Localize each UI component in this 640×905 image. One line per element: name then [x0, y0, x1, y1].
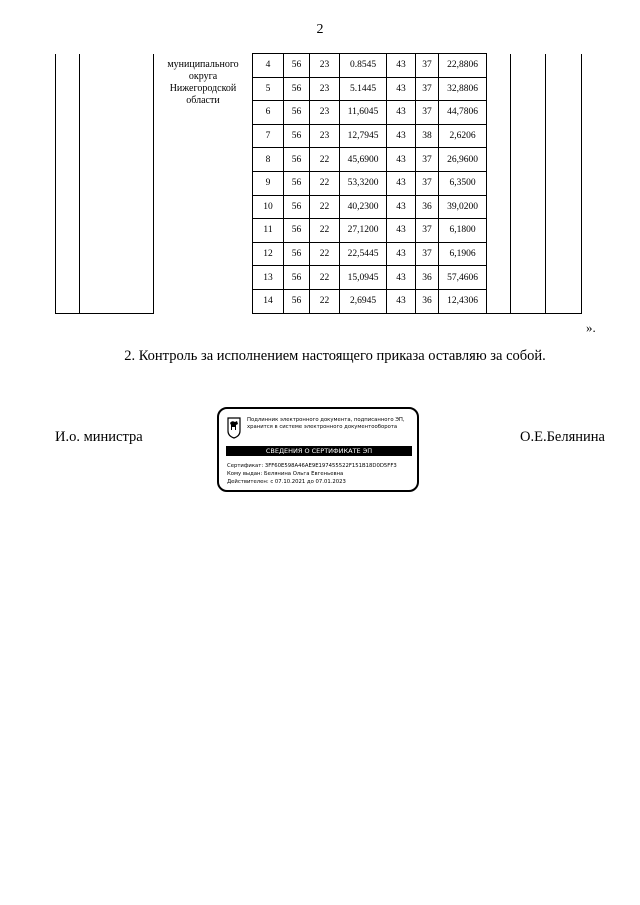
table-cell: 9 — [253, 171, 284, 195]
table-cell: 39,0200 — [439, 195, 487, 219]
signer-title: И.о. министра — [55, 429, 143, 445]
blank-cell — [546, 266, 582, 290]
blank-cell — [511, 171, 546, 195]
table-row — [56, 148, 598, 172]
description-line: округа — [188, 70, 218, 82]
table-cell: 56 — [284, 266, 310, 290]
region-description — [154, 54, 253, 314]
table-row — [56, 266, 598, 290]
table-cell: 56 — [284, 101, 310, 125]
table-cell: 26,9600 — [439, 148, 487, 172]
table-cell: 5 — [253, 77, 284, 101]
certificate-value: 3FF60E598A46AE9E197455522F151B18D0D5FF3 — [264, 463, 397, 469]
blank-cell — [487, 124, 511, 148]
blank-cell — [487, 171, 511, 195]
blank-cell — [80, 219, 154, 243]
table-cell: 12 — [253, 242, 284, 266]
blank-cell — [487, 148, 511, 172]
table-cell: 23 — [310, 54, 340, 78]
table-cell: 36 — [416, 195, 439, 219]
table-cell: 8 — [253, 148, 284, 172]
blank-cell — [56, 242, 80, 266]
table-cell: 43 — [387, 289, 416, 313]
blank-cell — [56, 77, 80, 101]
table-cell: 6,1800 — [439, 219, 487, 243]
blank-cell — [487, 54, 511, 78]
table-cell: 37 — [416, 148, 439, 172]
blank-cell — [546, 219, 582, 243]
blank-cell — [511, 54, 546, 78]
table-row — [56, 242, 598, 266]
blank-cell — [546, 148, 582, 172]
electronic-signature-stamp — [217, 407, 419, 492]
table-cell: 22 — [310, 242, 340, 266]
table-cell: 36 — [416, 289, 439, 313]
blank-cell — [56, 171, 80, 195]
table-cell: 53,3200 — [340, 171, 387, 195]
table-cell: 5.1445 — [340, 77, 387, 101]
table-cell: 6 — [253, 101, 284, 125]
table-cell: 11 — [253, 219, 284, 243]
blank-cell — [80, 195, 154, 219]
table-cell: 14 — [253, 289, 284, 313]
blank-cell — [511, 148, 546, 172]
table-cell: 56 — [284, 195, 310, 219]
signer-name: О.Е.Белянина — [520, 429, 605, 445]
table-cell: 23 — [310, 124, 340, 148]
blank-cell — [511, 219, 546, 243]
table-cell: 12,7945 — [340, 124, 387, 148]
table-body — [56, 54, 598, 314]
blank-cell — [511, 77, 546, 101]
table-cell: 43 — [387, 171, 416, 195]
table-cell: 43 — [387, 101, 416, 125]
blank-cell — [80, 171, 154, 195]
table-cell: 22,5445 — [340, 242, 387, 266]
blank-cell — [511, 289, 546, 313]
table-cell: 56 — [284, 124, 310, 148]
table-cell: 37 — [416, 219, 439, 243]
table-cell: 0.8545 — [340, 54, 387, 78]
table-cell: 37 — [416, 171, 439, 195]
blank-cell — [511, 242, 546, 266]
table-cell: 27,1200 — [340, 219, 387, 243]
table-cell: 11,6045 — [340, 101, 387, 125]
blank-cell — [487, 289, 511, 313]
blank-cell — [56, 101, 80, 125]
table-cell: 43 — [387, 195, 416, 219]
blank-cell — [487, 101, 511, 125]
table-row — [56, 124, 598, 148]
blank-cell — [487, 195, 511, 219]
blank-cell — [80, 148, 154, 172]
table-cell: 37 — [416, 242, 439, 266]
table-cell: 43 — [387, 242, 416, 266]
table-row — [56, 195, 598, 219]
blank-cell — [511, 124, 546, 148]
table-cell: 22 — [310, 195, 340, 219]
table-cell: 43 — [387, 219, 416, 243]
blank-cell — [80, 266, 154, 290]
blank-cell — [56, 195, 80, 219]
table-cell: 37 — [416, 101, 439, 125]
blank-cell — [487, 77, 511, 101]
blank-cell — [546, 171, 582, 195]
coat-of-arms-icon — [227, 417, 241, 439]
table-row — [56, 171, 598, 195]
valid-label: Действителен: — [227, 479, 269, 485]
table-row — [56, 77, 598, 101]
blank-cell — [546, 124, 582, 148]
table-cell: 56 — [284, 148, 310, 172]
stamp-issued-to-line — [227, 471, 343, 478]
table-cell: 43 — [387, 148, 416, 172]
closing-mark: ». — [586, 320, 596, 335]
table-cell: 37 — [416, 77, 439, 101]
table-cell: 32,8806 — [439, 77, 487, 101]
blank-cell — [511, 101, 546, 125]
table-cell: 10 — [253, 195, 284, 219]
table-cell: 57,4606 — [439, 266, 487, 290]
table-cell: 45,6900 — [340, 148, 387, 172]
blank-cell — [546, 242, 582, 266]
blank-cell — [546, 101, 582, 125]
table-cell: 6,1906 — [439, 242, 487, 266]
control-paragraph: 2. Контроль за исполнением настоящего приказа оставляю за собой. — [124, 348, 546, 364]
blank-cell — [487, 266, 511, 290]
blank-cell — [487, 242, 511, 266]
table-row — [56, 219, 598, 243]
blank-cell — [80, 124, 154, 148]
valid-value: с 07.10.2021 до 07.01.2023 — [270, 479, 346, 485]
stamp-header-line-1: Подлинник электронного документа, подписанного ЭП, — [247, 417, 405, 423]
table-cell: 2,6945 — [340, 289, 387, 313]
table-cell: 43 — [387, 54, 416, 78]
stamp-valid-line — [227, 479, 346, 486]
table-cell: 22 — [310, 266, 340, 290]
blank-cell — [511, 266, 546, 290]
description-line: Нижегородской — [169, 82, 237, 94]
blank-cell — [80, 101, 154, 125]
blank-cell — [56, 124, 80, 148]
table-cell: 56 — [284, 77, 310, 101]
blank-cell — [80, 77, 154, 101]
table-cell: 43 — [387, 266, 416, 290]
stamp-certificate-line — [227, 463, 397, 470]
blank-cell — [56, 266, 80, 290]
table-cell: 43 — [387, 77, 416, 101]
table-cell: 56 — [284, 242, 310, 266]
table-cell: 2,6206 — [439, 124, 487, 148]
blank-cell — [546, 77, 582, 101]
blank-cell — [546, 54, 582, 78]
issued-to-label: Кому выдан: — [227, 471, 263, 477]
table-cell: 22,8806 — [439, 54, 487, 78]
table-cell: 44,7806 — [439, 101, 487, 125]
blank-cell — [80, 242, 154, 266]
issued-to-value: Белянина Ольга Евгеньевна — [263, 471, 344, 477]
table-cell: 22 — [310, 148, 340, 172]
table-cell: 12,4306 — [439, 289, 487, 313]
blank-cell — [546, 195, 582, 219]
blank-cell — [56, 289, 80, 313]
description-line: области — [186, 94, 220, 106]
blank-cell — [487, 219, 511, 243]
table-row — [56, 54, 598, 78]
table-cell: 40,2300 — [340, 195, 387, 219]
table-cell: 56 — [284, 171, 310, 195]
table-cell: 7 — [253, 124, 284, 148]
table-cell: 22 — [310, 171, 340, 195]
table-cell: 23 — [310, 77, 340, 101]
table-row — [56, 289, 598, 313]
page-number: 2 — [316, 22, 324, 37]
table-cell: 56 — [284, 54, 310, 78]
table-cell: 6,3500 — [439, 171, 487, 195]
blank-cell — [511, 195, 546, 219]
table-cell: 37 — [416, 54, 439, 78]
table-cell: 56 — [284, 219, 310, 243]
table-cell: 23 — [310, 101, 340, 125]
data-table — [55, 53, 598, 314]
table-cell: 36 — [416, 266, 439, 290]
table-cell: 22 — [310, 219, 340, 243]
table-cell: 4 — [253, 54, 284, 78]
table-cell: 38 — [416, 124, 439, 148]
table-row — [56, 101, 598, 125]
table-cell: 22 — [310, 289, 340, 313]
stamp-header — [247, 417, 415, 431]
table-cell: 43 — [387, 124, 416, 148]
description-line: муниципального — [167, 58, 239, 70]
table-cell: 13 — [253, 266, 284, 290]
table-cell: 15,0945 — [340, 266, 387, 290]
stamp-header-line-2: хранится в системе электронного документооборота — [247, 424, 398, 430]
blank-cell — [56, 148, 80, 172]
blank-cell — [56, 219, 80, 243]
blank-cell — [546, 289, 582, 313]
blank-cell — [80, 289, 154, 313]
blank-cell — [56, 54, 80, 78]
table-cell: 56 — [284, 289, 310, 313]
certificate-label: Сертификат: — [227, 463, 264, 469]
stamp-bar-title: СВЕДЕНИЯ О СЕРТИФИКАТЕ ЭП — [226, 446, 412, 456]
blank-cell — [80, 54, 154, 78]
